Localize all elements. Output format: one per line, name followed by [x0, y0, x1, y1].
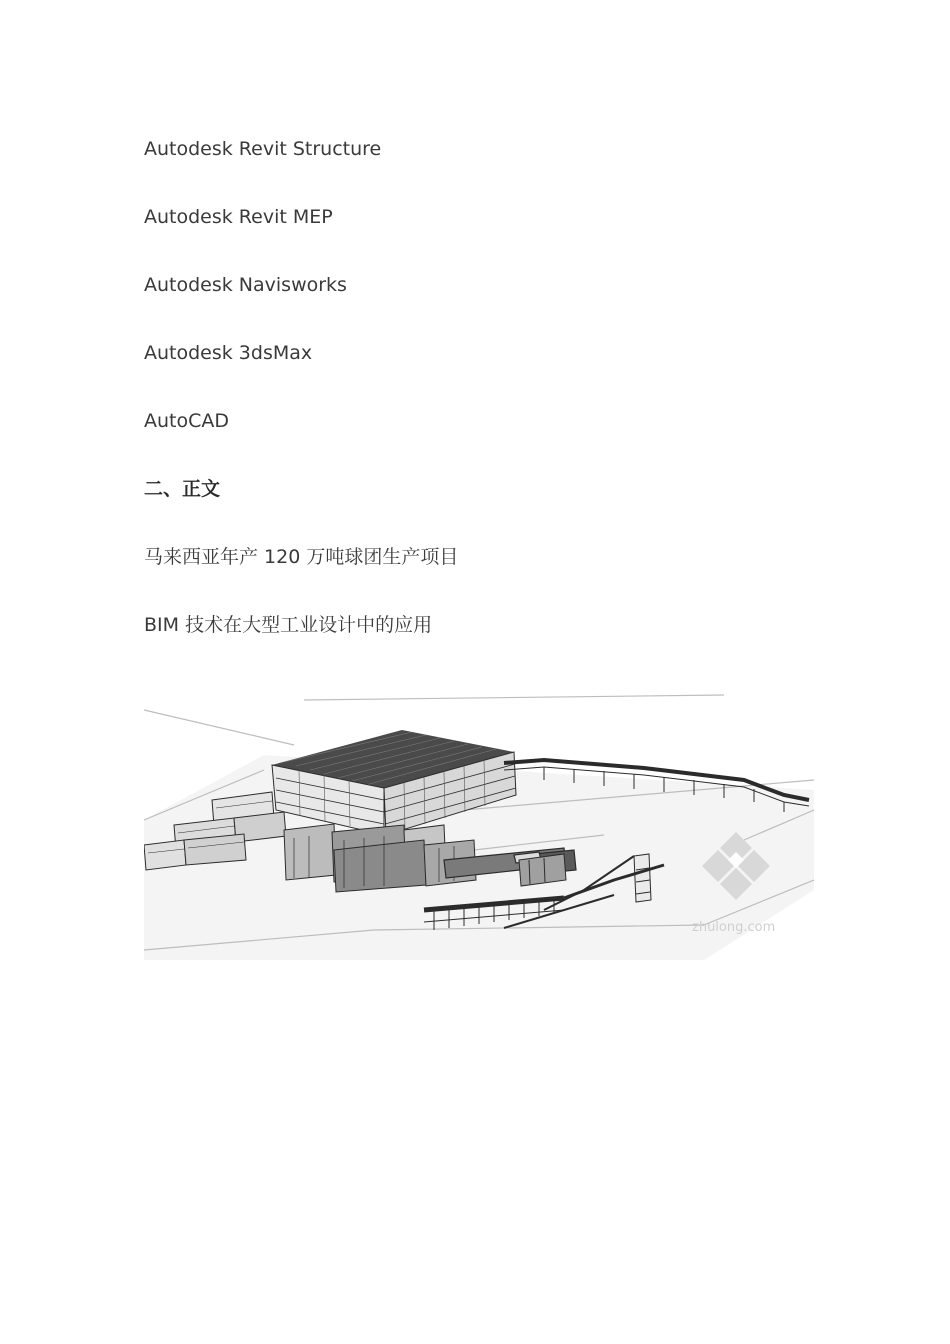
- project-title-line2: BIM 技术在大型工业设计中的应用: [144, 614, 433, 636]
- software-item-3dsmax: Autodesk 3dsMax: [144, 342, 313, 364]
- project-title-line1: 马来西亚年产 120 万吨球团生产项目: [144, 546, 459, 568]
- software-item-revit-structure: Autodesk Revit Structure: [144, 138, 382, 160]
- software-item-navisworks: Autodesk Navisworks: [144, 274, 347, 296]
- bim-plant-render-image: [144, 660, 814, 960]
- process-building-right: [519, 854, 566, 886]
- watermark-text: zhulong.com: [692, 920, 776, 935]
- section-heading: 二、正文: [144, 478, 221, 500]
- plant-illustration: [144, 660, 814, 960]
- software-item-revit-mep: Autodesk Revit MEP: [144, 206, 333, 228]
- software-item-autocad: AutoCAD: [144, 410, 230, 432]
